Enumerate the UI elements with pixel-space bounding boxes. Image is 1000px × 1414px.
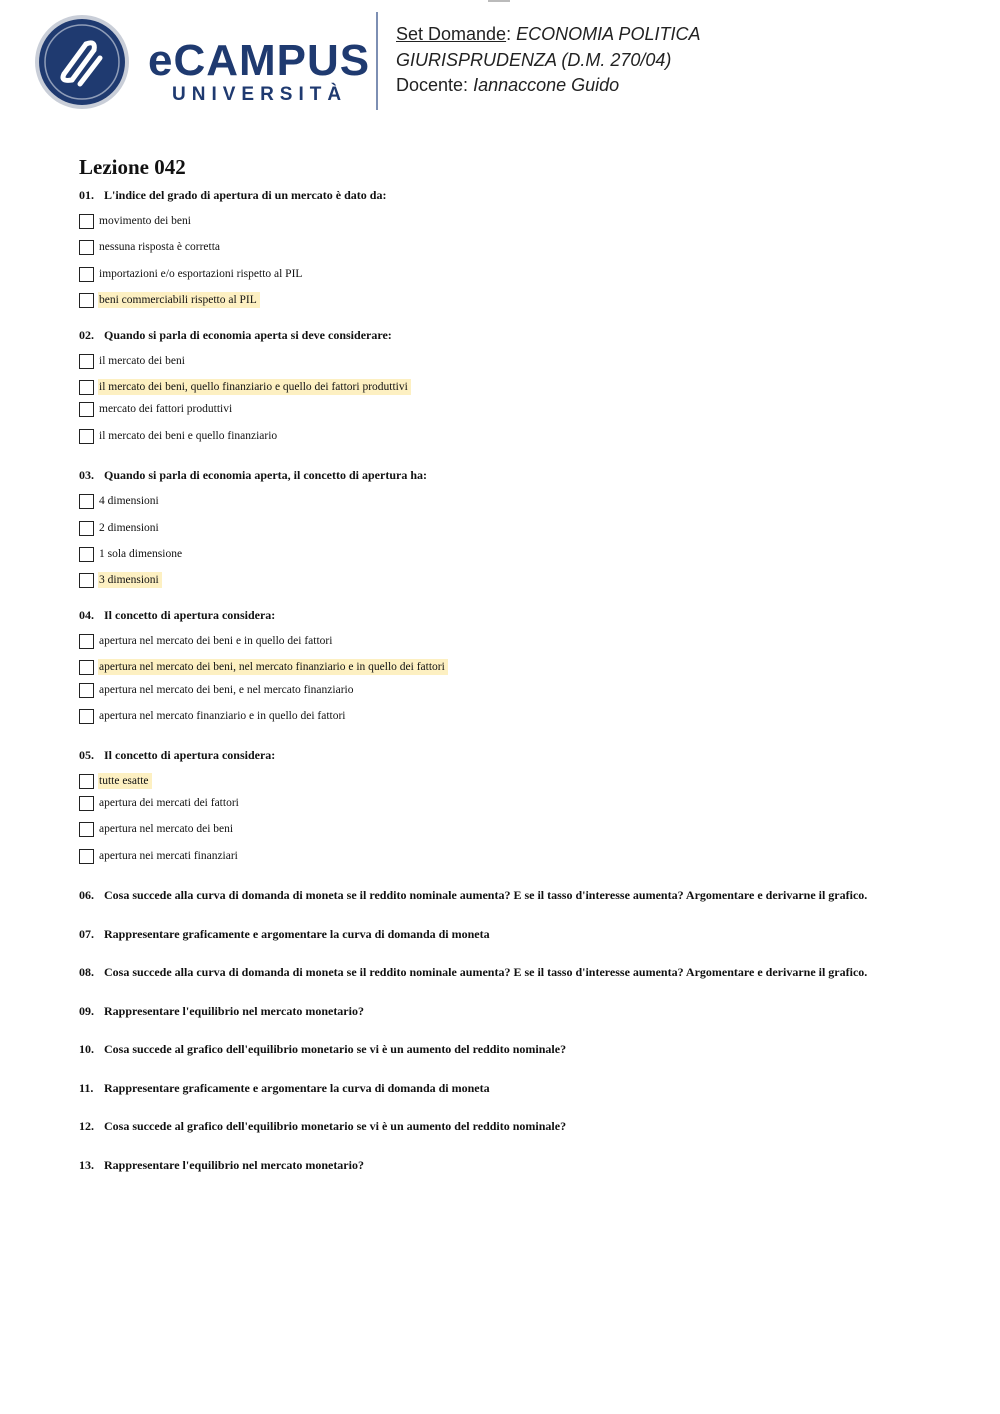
- option-label: mercato dei fattori produttivi: [99, 403, 233, 415]
- question: [79, 608, 275, 623]
- answer-option-highlighted[interactable]: [79, 290, 260, 310]
- option-label: apertura dei mercati dei fattori: [99, 797, 239, 809]
- question: [79, 927, 490, 942]
- answer-option[interactable]: [79, 793, 242, 813]
- checkbox[interactable]: [79, 822, 94, 837]
- option-label: tutte esatte: [98, 773, 152, 789]
- checkbox[interactable]: [79, 380, 94, 395]
- option-label: 3 dimensioni: [98, 572, 162, 588]
- option-label: nessuna risposta è corretta: [99, 241, 221, 253]
- checkbox[interactable]: [79, 240, 94, 255]
- question-text: Cosa succede al grafico dell'equilibrio monetario se vi è un aumento del reddito nominale?: [104, 1042, 567, 1056]
- answer-option-highlighted[interactable]: [79, 771, 152, 791]
- course-title: ECONOMIA POLITICA: [516, 24, 701, 44]
- answer-option-highlighted[interactable]: [79, 570, 162, 590]
- lesson-title: Lezione 042: [79, 155, 186, 179]
- set-label: Set Domande: [396, 24, 507, 44]
- checkbox[interactable]: [79, 267, 94, 282]
- answer-option[interactable]: [79, 237, 223, 257]
- answer-option[interactable]: [79, 680, 356, 700]
- option-label: il mercato dei beni, quello finanziario e quello dei fattori produttivi: [98, 379, 411, 395]
- option-label: il mercato dei beni: [99, 355, 185, 367]
- question: [79, 328, 392, 343]
- question-number: 11.: [79, 1081, 94, 1095]
- question: [79, 1081, 490, 1096]
- question: [79, 1119, 566, 1134]
- checkbox[interactable]: [79, 796, 94, 811]
- answer-option-highlighted[interactable]: [79, 377, 411, 397]
- question-text: Cosa succede al grafico dell'equilibrio monetario se vi è un aumento del reddito nominale?: [104, 1119, 567, 1133]
- checkbox[interactable]: [79, 402, 94, 417]
- option-label: apertura nel mercato finanziario e in quello dei fattori: [99, 710, 346, 722]
- question-text: Il concetto di apertura considera:: [104, 748, 276, 762]
- question-text: Il concetto di apertura considera:: [104, 608, 276, 622]
- question-number: 07.: [79, 927, 94, 941]
- option-label: importazioni e/o esportazioni rispetto al PIL: [99, 268, 303, 280]
- checkbox[interactable]: [79, 683, 94, 698]
- checkbox[interactable]: [79, 849, 94, 864]
- question: [79, 888, 867, 903]
- question-number: 13.: [79, 1158, 94, 1172]
- teacher-name: Iannaccone Guido: [473, 75, 620, 95]
- question-text: Rappresentare graficamente e argomentare la curva di domanda di moneta: [104, 927, 490, 941]
- question-number: 09.: [79, 1004, 94, 1018]
- answer-option[interactable]: [79, 491, 162, 511]
- question-number: 01.: [79, 188, 94, 202]
- checkbox[interactable]: [79, 429, 94, 444]
- question-number: 10.: [79, 1042, 94, 1056]
- document-header: [0, 0, 1000, 130]
- question: [79, 188, 386, 203]
- question-number: 06.: [79, 888, 94, 902]
- question-number: 02.: [79, 328, 94, 342]
- answer-option[interactable]: [79, 631, 335, 651]
- question-text: Cosa succede alla curva di domanda di moneta se il reddito nominale aumenta? E se il tasso d'interesse aumenta? Argomentare e derivarne il grafico.: [104, 965, 868, 979]
- checkbox[interactable]: [79, 573, 94, 588]
- question: [79, 748, 275, 763]
- option-label: apertura nel mercato dei beni e in quello dei fattori: [99, 635, 333, 647]
- checkbox[interactable]: [79, 547, 94, 562]
- answer-option-highlighted[interactable]: [79, 657, 448, 677]
- logo-wordmark: eCAMPUS: [148, 36, 371, 85]
- header-divider: [376, 12, 378, 110]
- option-label: apertura nel mercato dei beni, e nel mercato finanziario: [99, 684, 354, 696]
- question-text: Rappresentare l'equilibrio nel mercato monetario?: [104, 1004, 364, 1018]
- question: [79, 468, 427, 483]
- answer-option[interactable]: [79, 819, 236, 839]
- checkbox[interactable]: [79, 494, 94, 509]
- checkbox[interactable]: [79, 774, 94, 789]
- option-label: movimento dei beni: [99, 215, 191, 227]
- answer-option[interactable]: [79, 351, 188, 371]
- checkbox[interactable]: [79, 521, 94, 536]
- question-number: 04.: [79, 608, 94, 622]
- question-text: L'indice del grado di apertura di un mercato è dato da:: [104, 188, 387, 202]
- course-subtitle: GIURISPRUDENZA (D.M. 270/04): [396, 49, 672, 70]
- question: [79, 1158, 364, 1173]
- question: [79, 965, 867, 980]
- answer-option[interactable]: [79, 426, 280, 446]
- question: [79, 1042, 566, 1057]
- checkbox[interactable]: [79, 709, 94, 724]
- answer-option[interactable]: [79, 706, 349, 726]
- question-text: Cosa succede alla curva di domanda di moneta se il reddito nominale aumenta? E se il tasso d'interesse aumenta? Argomentare e derivarne il grafico.: [104, 888, 868, 902]
- option-label: 2 dimensioni: [99, 522, 159, 534]
- option-label: 1 sola dimensione: [99, 548, 183, 560]
- checkbox[interactable]: [79, 293, 94, 308]
- question-number: 05.: [79, 748, 94, 762]
- answer-option[interactable]: [79, 846, 241, 866]
- checkbox[interactable]: [79, 634, 94, 649]
- option-label: 4 dimensioni: [99, 495, 159, 507]
- option-label: il mercato dei beni e quello finanziario: [99, 430, 278, 442]
- option-label: apertura nel mercato dei beni: [99, 823, 234, 835]
- checkbox[interactable]: [79, 354, 94, 369]
- question-number: 08.: [79, 965, 94, 979]
- answer-option[interactable]: [79, 518, 162, 538]
- question-text: Rappresentare graficamente e argomentare la curva di domanda di moneta: [104, 1081, 490, 1095]
- question-text: Quando si parla di economia aperta, il concetto di apertura ha:: [104, 468, 427, 482]
- question-number: 03.: [79, 468, 94, 482]
- answer-option[interactable]: [79, 399, 235, 419]
- teacher-label: Docente:: [396, 75, 469, 95]
- option-label: apertura nel mercato dei beni, nel mercato finanziario e in quello dei fattori: [98, 659, 448, 675]
- ecampus-emblem-icon: [34, 14, 130, 110]
- checkbox[interactable]: [79, 660, 94, 675]
- answer-option[interactable]: [79, 544, 185, 564]
- question-text: Quando si parla di economia aperta si deve considerare:: [104, 328, 392, 342]
- option-label: apertura nei mercati finanziari: [99, 850, 238, 862]
- question-text: Rappresentare l'equilibrio nel mercato monetario?: [104, 1158, 364, 1172]
- answer-option[interactable]: [79, 211, 194, 231]
- checkbox[interactable]: [79, 214, 94, 229]
- logo-subtitle: UNIVERSITÀ: [172, 84, 348, 105]
- option-label: beni commerciabili rispetto al PIL: [98, 292, 260, 308]
- answer-option[interactable]: [79, 264, 305, 284]
- course-info: Set Domande: ECONOMIA POLITICA GIURISPRUDENZA (D.M. 270/04) Docente: Iannaccone Guido: [396, 24, 701, 95]
- question-number: 12.: [79, 1119, 94, 1133]
- question: [79, 1004, 364, 1019]
